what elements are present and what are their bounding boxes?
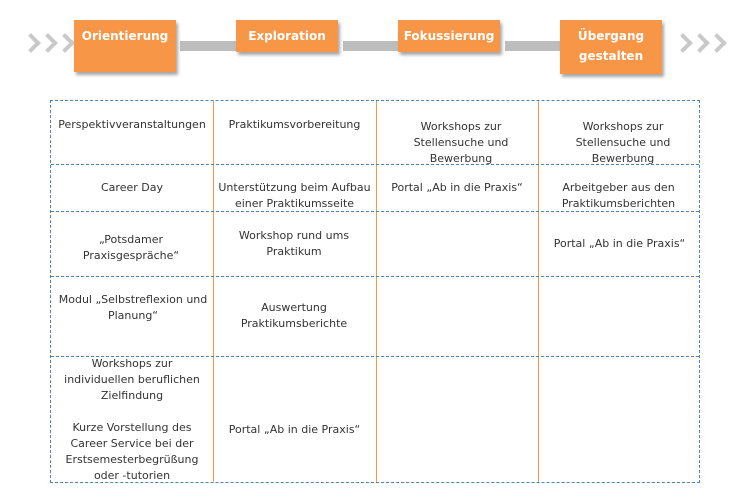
column-divider [376,101,377,482]
table-cell: Perspektivveranstaltungen [58,118,206,131]
phase-fokussierung: Fokussierung [398,20,500,52]
table-cell: Portal „Ab in die Praxis“ [553,237,686,250]
table-cell: Unterstützung beim Aufbau einer Praktikumsseite [218,181,371,210]
table-cell: „Potsdamer Praxisgespräche“ [82,233,180,262]
table-cell: Workshops zur Stellensuche und Bewerbung [575,120,671,165]
table-cell: Modul „Selbstreflexion und Planung“ [58,293,208,322]
table-cell: Praktikumsvorbereitung [228,118,361,131]
right-chevrons-icon [676,36,727,50]
table-cell: Portal „Ab in die Praxis“ [391,181,523,194]
left-chevrons-icon [24,36,75,50]
table-cell: Auswertung Praktikumsberichte [240,301,348,330]
phase-exploration: Exploration [236,20,338,52]
table-cell: Kurze Vorstellung des Career Service bei der Erstsemesterbegrüßung oder -tutorien [65,421,199,482]
phase-connector [180,41,236,51]
table-cell: Workshops zur Stellensuche und Bewerbung [413,120,509,165]
activity-table [50,100,700,483]
table-cell: Arbeitgeber aus den Praktikumsberichten [561,181,676,210]
table-cell: Workshop rund ums Praktikum [238,229,350,258]
phase-orientierung: Orientierung [74,20,176,72]
row-divider [51,276,699,277]
table-cell: Portal „Ab in die Praxis“ [228,423,361,436]
phase-connector [343,41,399,51]
table-cell: Workshops zur individuellen beruflichen Zielfindung [64,357,200,402]
phase-uebergang: Übergang gestalten [560,20,662,74]
phase-connector [505,41,561,51]
table-cell: Career Day [101,181,163,194]
column-divider [538,101,539,482]
